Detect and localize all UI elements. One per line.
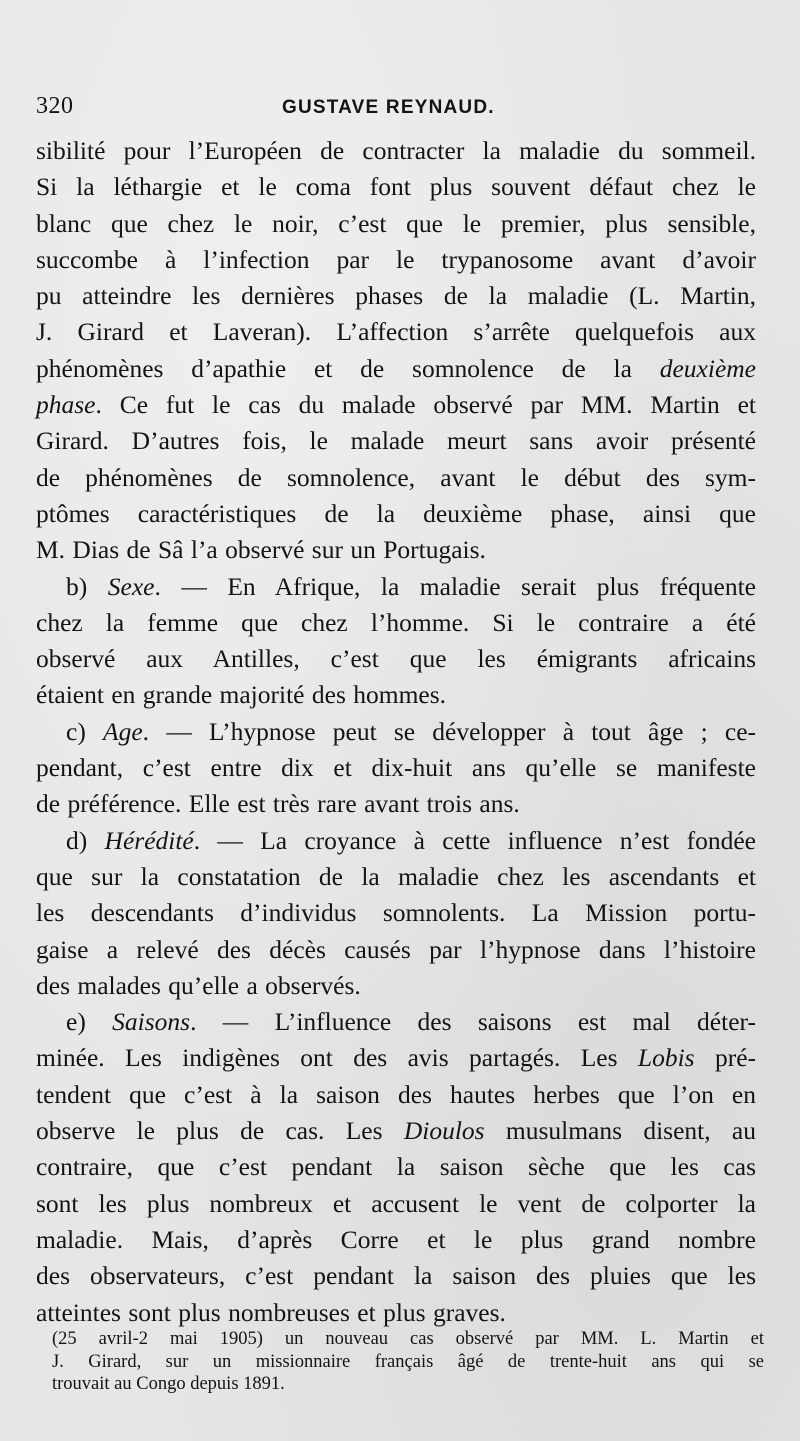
text-line: sibilité pour l’Européen de contracter la maladie du sommeil. bbox=[36, 136, 756, 165]
text-line: les descendants d’individus somnolents. La Mission portu- bbox=[36, 898, 756, 928]
italic-term: phase bbox=[36, 390, 96, 420]
italic-term: Lobis bbox=[637, 1043, 695, 1073]
text-line: ptômes caractéristiques de la deuxième phase, ainsi que bbox=[36, 498, 756, 528]
italic-term: Dioulos bbox=[403, 1116, 485, 1146]
text-line: étaient en grande majorité des hommes. bbox=[36, 680, 447, 710]
text-line: gaise a relevé des décès causés par l’hypnose dans l’histoire bbox=[36, 934, 756, 964]
footnote-line: (25 avril-2 mai 1905) un nouveau cas observé par MM. L. Martin et bbox=[52, 1329, 764, 1349]
text-line: minée. Les indigènes ont des avis partagés. Les Lobis pré- bbox=[36, 1043, 757, 1073]
text-line: Si la léthargie et le coma font plus souvent défaut chez le bbox=[36, 172, 756, 202]
text-line: des malades qu’elle a observés. bbox=[36, 970, 361, 1000]
text-line: M. Dias de Sâ l’a observé sur un Portugais. bbox=[36, 535, 486, 565]
running-head: GUSTAVE REYNAUD. bbox=[282, 97, 495, 118]
italic-term: Sexe bbox=[107, 571, 155, 601]
footnote-line: J. Girard, sur un missionnaire français âgé de trente-huit ans qui se bbox=[52, 1351, 764, 1372]
text-line: des observateurs, c’est pendant la saison des pluies que les bbox=[36, 1261, 756, 1291]
text-line: de phénomènes de somnolence, avant le début des sym- bbox=[36, 462, 756, 492]
italic-term: deuxième bbox=[659, 353, 756, 383]
text-line: succombe à l’infection par le trypanosome avant d’avoir bbox=[36, 244, 756, 274]
text-line: chez la femme que chez l’homme. Si le contraire a été bbox=[36, 607, 756, 637]
text-line: blanc que chez le noir, c’est que le premier, plus sensible, bbox=[36, 208, 756, 238]
page-header bbox=[36, 93, 766, 127]
italic-term: Hérédité bbox=[104, 825, 194, 855]
text-line: observe le plus de cas. Les Dioulos musulmans disent, au bbox=[36, 1116, 756, 1146]
text-line: tendent que c’est à la saison des hautes herbes que l’on en bbox=[36, 1079, 756, 1109]
text-line: sont les plus nombreux et accusent le vent de colporter la bbox=[36, 1188, 756, 1218]
section-heading-line: e) Saisons. — L’influence des saisons est mal déter- bbox=[66, 1007, 756, 1037]
text-line: atteintes sont plus nombreuses et plus graves. bbox=[36, 1297, 506, 1327]
text-line: Girard. D’autres fois, le malade meurt sans avoir présenté bbox=[36, 426, 756, 456]
page-number: 320 bbox=[36, 93, 74, 119]
text-line: pu atteindre les dernières phases de la maladie (L. Martin, bbox=[36, 281, 756, 311]
italic-term: Saisons bbox=[112, 1007, 191, 1037]
section-heading-line: c) Age. — L’hypnose peut se développer à tout âge ; ce- bbox=[66, 716, 757, 746]
text-line: maladie. Mais, d’après Corre et le plus grand nombre bbox=[36, 1224, 756, 1254]
text-line: contraire, que c’est pendant la saison sèche que les cas bbox=[36, 1152, 756, 1182]
text-line: J. Girard et Laveran). L’affection s’arrête quelquefois aux bbox=[36, 317, 756, 347]
text-line: pendant, c’est entre dix et dix-huit ans qu’elle se manifeste bbox=[36, 753, 756, 783]
text-line: de préférence. Elle est très rare avant trois ans. bbox=[36, 789, 520, 819]
text-line: phase. Ce fut le cas du malade observé par MM. Martin et bbox=[36, 390, 756, 420]
section-heading-line: d) Hérédité. — La croyance à cette influence n’est fondée bbox=[66, 825, 756, 855]
text-line: phénomènes d’apathie et de somnolence de la deuxième bbox=[36, 353, 756, 383]
text-line: que sur la constatation de la maladie chez les ascendants et bbox=[36, 861, 756, 891]
main-text bbox=[36, 133, 756, 1331]
footnote-line: trouvait au Congo depuis 1891. bbox=[52, 1374, 285, 1394]
text-line: observé aux Antilles, c’est que les émigrants africains bbox=[36, 644, 756, 674]
italic-term: Age bbox=[103, 716, 143, 746]
section-heading-line: b) Sexe. — En Afrique, la maladie serait plus fréquente bbox=[66, 571, 756, 601]
footnote bbox=[52, 1328, 764, 1396]
